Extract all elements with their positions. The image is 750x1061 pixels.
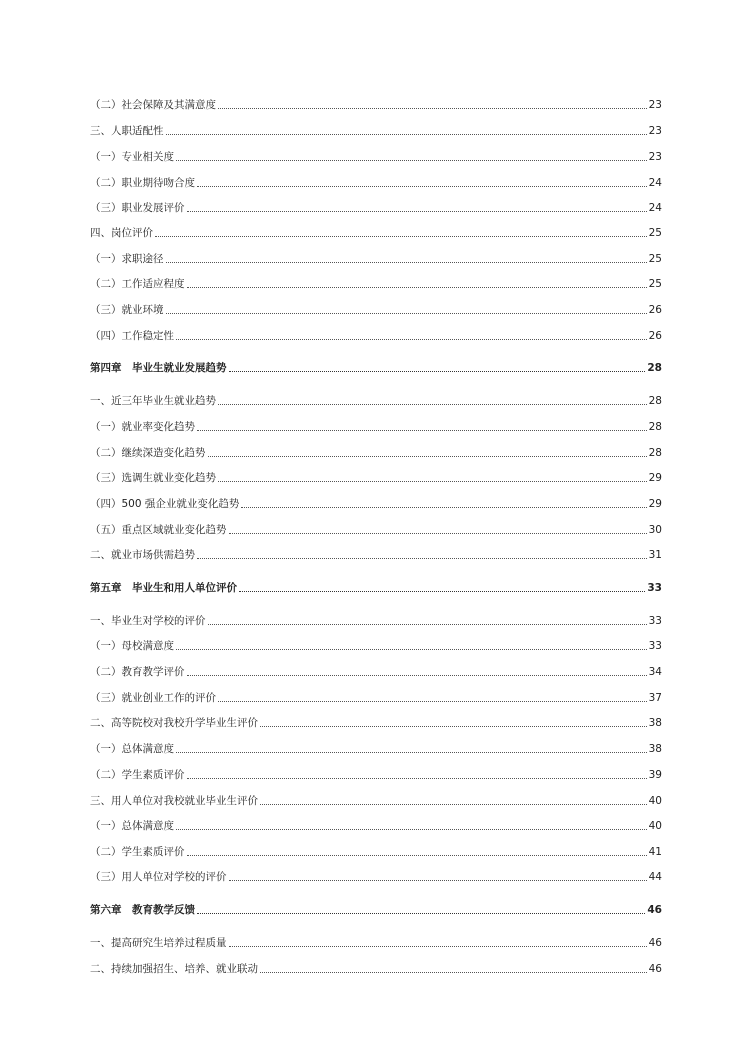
toc-entry[interactable] (90, 866, 662, 884)
toc-entry[interactable] (90, 197, 662, 215)
toc-page-number: 46 (647, 904, 662, 916)
toc-entry-title: （五）重点区域就业变化趋势 (90, 524, 227, 536)
dot-leader (176, 649, 647, 650)
toc-page-number: 33 (647, 582, 662, 594)
toc-page-number: 39 (648, 769, 662, 781)
toc-entry[interactable] (90, 172, 662, 190)
toc-entry[interactable] (90, 390, 662, 408)
toc-entry-title: （三）就业创业工作的评价 (90, 692, 216, 704)
toc-page-number: 41 (648, 846, 662, 858)
toc-page-number: 25 (648, 227, 662, 239)
dot-leader (197, 558, 647, 559)
toc-page-number: 30 (648, 524, 662, 536)
toc-entry[interactable] (90, 519, 662, 537)
toc-entry[interactable] (90, 222, 662, 240)
toc-page-number: 26 (648, 330, 662, 342)
dot-leader (229, 946, 647, 947)
toc-entry[interactable] (90, 544, 662, 562)
dot-leader (229, 371, 646, 372)
dot-leader (229, 533, 647, 534)
dot-leader (218, 701, 647, 702)
dot-leader (218, 404, 647, 405)
toc-entry[interactable] (90, 815, 662, 833)
toc-chapter-entry[interactable] (90, 357, 662, 375)
toc-entry[interactable] (90, 932, 662, 950)
dot-leader (176, 339, 647, 340)
toc-entry-title: （一）专业相关度 (90, 151, 174, 163)
toc-entry[interactable] (90, 94, 662, 112)
toc-entry-title: （一）母校满意度 (90, 640, 174, 652)
toc-chapter-entry[interactable] (90, 577, 662, 595)
toc-page-number: 33 (648, 640, 662, 652)
dot-leader (239, 591, 645, 592)
toc-page-number: 40 (648, 820, 662, 832)
toc-page-number: 40 (648, 795, 662, 807)
toc-entry-title: （三）职业发展评价 (90, 202, 185, 214)
toc-page-number: 38 (648, 717, 662, 729)
dot-leader (176, 829, 647, 830)
toc-entry[interactable] (90, 790, 662, 808)
toc-entry-title: （二）社会保障及其满意度 (90, 99, 216, 111)
toc-entry[interactable] (90, 635, 662, 653)
dot-leader (241, 507, 646, 508)
toc-page-number: 25 (648, 253, 662, 265)
toc-entry[interactable] (90, 146, 662, 164)
toc-entry-title: 第五章 毕业生和用人单位评价 (90, 582, 237, 594)
toc-page-number: 23 (648, 125, 662, 137)
dot-leader (166, 313, 647, 314)
toc-entry[interactable] (90, 467, 662, 485)
toc-page-number: 46 (648, 937, 662, 949)
toc-entry-title: （二）教育教学评价 (90, 666, 185, 678)
dot-leader (218, 108, 647, 109)
toc-entry-title: （二）学生素质评价 (90, 846, 185, 858)
toc-page-number: 28 (648, 395, 662, 407)
toc-entry[interactable] (90, 416, 662, 434)
toc-entry-title: 一、近三年毕业生就业趋势 (90, 395, 216, 407)
toc-entry-title: 第六章 教育教学反馈 (90, 904, 195, 916)
toc-entry[interactable] (90, 738, 662, 756)
toc-entry[interactable] (90, 687, 662, 705)
dot-leader (197, 186, 647, 187)
dot-leader (155, 236, 647, 237)
toc-page-number: 28 (648, 447, 662, 459)
toc-entry[interactable] (90, 958, 662, 976)
toc-entry[interactable] (90, 610, 662, 628)
toc-page-number: 26 (648, 304, 662, 316)
toc-entry-title: 第四章 毕业生就业发展趋势 (90, 362, 227, 374)
dot-leader (260, 804, 647, 805)
toc-entry[interactable] (90, 661, 662, 679)
toc-entry-title: （一）总体满意度 (90, 743, 174, 755)
toc-entry-title: 四、岗位评价 (90, 227, 153, 239)
toc-entry-title: 二、持续加强招生、培养、就业联动 (90, 963, 258, 975)
toc-entry[interactable] (90, 120, 662, 138)
toc-entry-title: （三）就业环境 (90, 304, 164, 316)
dot-leader (260, 972, 647, 973)
toc-entry[interactable] (90, 299, 662, 317)
toc-entry[interactable] (90, 764, 662, 782)
dot-leader (208, 456, 647, 457)
toc-page-number: 33 (648, 615, 662, 627)
toc-page-number: 37 (648, 692, 662, 704)
toc-page-number: 24 (648, 177, 662, 189)
toc-page-number: 23 (648, 151, 662, 163)
dot-leader (187, 675, 647, 676)
toc-entry-title: （四）500 强企业就业变化趋势 (90, 498, 240, 510)
toc-entry-title: （一）求职途径 (90, 253, 164, 265)
toc-entry-title: （二）学生素质评价 (90, 769, 185, 781)
toc-page-number: 44 (648, 871, 662, 883)
toc-entry[interactable] (90, 493, 662, 511)
toc-entry-title: （一）就业率变化趋势 (90, 421, 195, 433)
toc-entry[interactable] (90, 442, 662, 460)
dot-leader (208, 624, 647, 625)
toc-entry-title: （一）总体满意度 (90, 820, 174, 832)
toc-entry-title: 一、毕业生对学校的评价 (90, 615, 206, 627)
toc-page-number: 31 (648, 549, 662, 561)
toc-entry[interactable] (90, 325, 662, 343)
dot-leader (176, 752, 647, 753)
toc-chapter-entry[interactable] (90, 899, 662, 917)
toc-page-number: 28 (647, 362, 662, 374)
toc-entry-title: 一、提高研究生培养过程质量 (90, 937, 227, 949)
toc-entry-title: 二、就业市场供需趋势 (90, 549, 195, 561)
toc-page-number: 28 (648, 421, 662, 433)
dot-leader (187, 855, 647, 856)
dot-leader (166, 134, 647, 135)
dot-leader (197, 913, 645, 914)
toc-entry-title: （二）职业期待吻合度 (90, 177, 195, 189)
toc-page-number: 23 (648, 99, 662, 111)
toc-entry[interactable] (90, 273, 662, 291)
toc-page-number: 24 (648, 202, 662, 214)
dot-leader (176, 160, 647, 161)
toc-entry-title: （二）工作适应程度 (90, 278, 185, 290)
toc-entry-title: （四）工作稳定性 (90, 330, 174, 342)
toc-entry[interactable] (90, 712, 662, 730)
toc-entry-title: （二）继续深造变化趋势 (90, 447, 206, 459)
toc-page-number: 29 (648, 472, 662, 484)
dot-leader (166, 262, 647, 263)
toc-entry-title: 二、高等院校对我校升学毕业生评价 (90, 717, 258, 729)
dot-leader (260, 726, 647, 727)
toc-entry-title: 三、用人单位对我校就业毕业生评价 (90, 795, 258, 807)
toc-entry[interactable] (90, 248, 662, 266)
toc-entry[interactable] (90, 841, 662, 859)
toc-entry-title: （三）用人单位对学校的评价 (90, 871, 227, 883)
dot-leader (187, 287, 647, 288)
toc-page-number: 38 (648, 743, 662, 755)
toc-page-number: 25 (648, 278, 662, 290)
dot-leader (229, 880, 647, 881)
toc-entry-title: 三、人职适配性 (90, 125, 164, 137)
toc-entry-title: （三）选调生就业变化趋势 (90, 472, 216, 484)
dot-leader (197, 430, 647, 431)
toc-page-number: 34 (648, 666, 662, 678)
toc-page-number: 46 (648, 963, 662, 975)
dot-leader (187, 211, 647, 212)
toc-page-number: 29 (648, 498, 662, 510)
dot-leader (187, 778, 647, 779)
dot-leader (218, 481, 647, 482)
